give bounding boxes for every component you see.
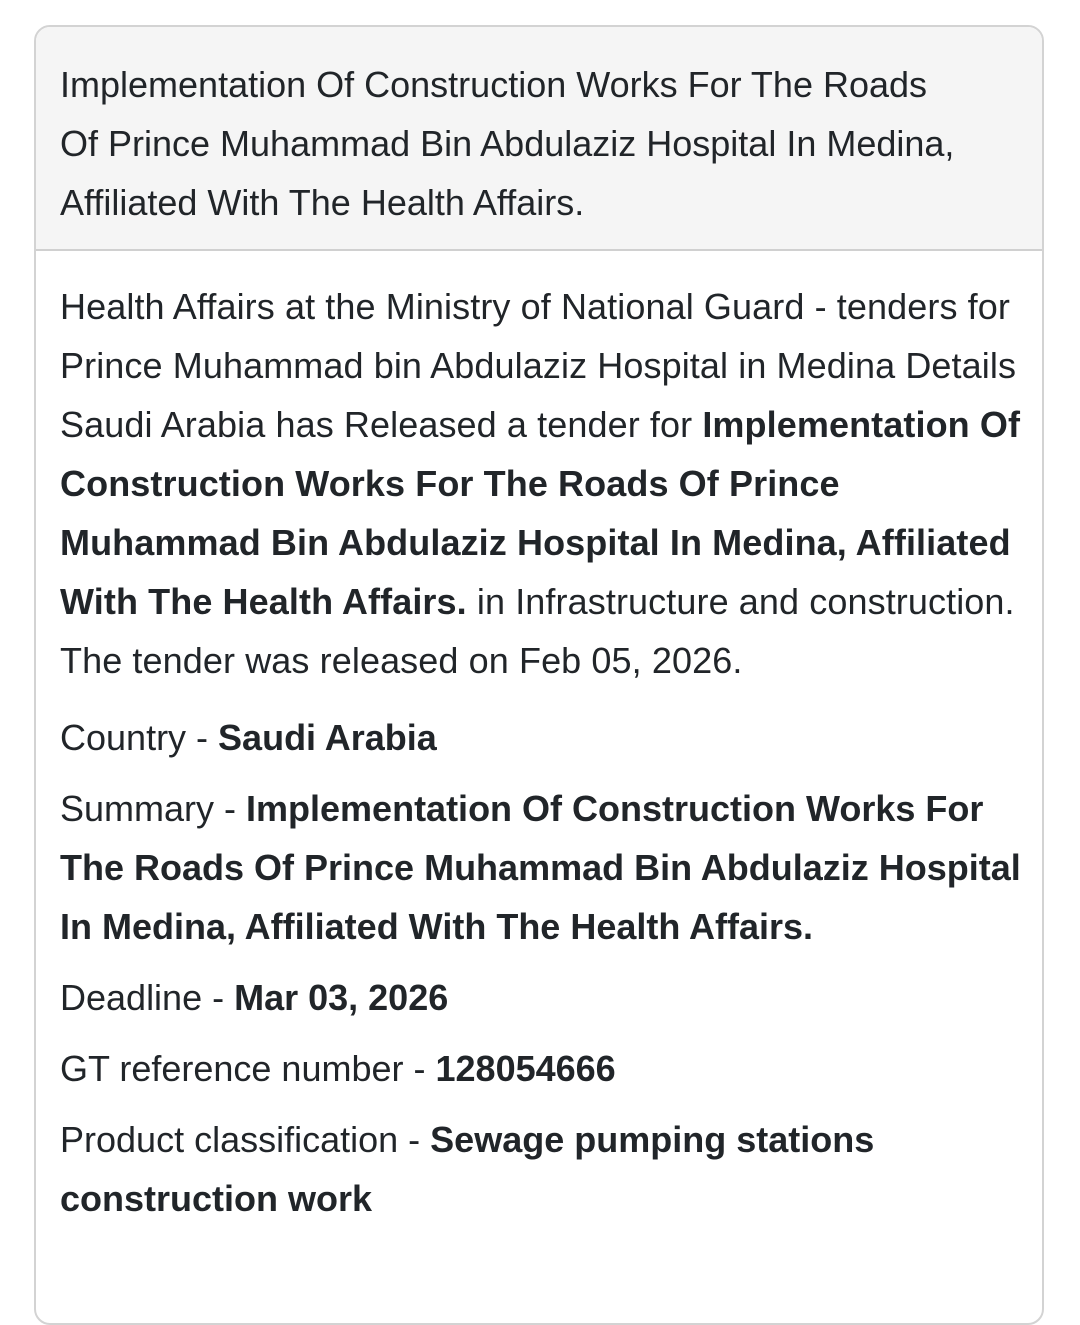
- country-value: Saudi Arabia: [218, 717, 437, 758]
- country-row: [60, 708, 1022, 767]
- tender-card: [34, 25, 1044, 1325]
- summary-label: Summary -: [60, 788, 247, 829]
- deadline-value: Mar 03, 2026: [234, 977, 449, 1018]
- intro-tender-title: Implementation Of Construction Works For The Roads Of Prince Muhammad Bin Abdulaziz Hospital In Medina, Affiliated With The Health Affairs.: [60, 404, 1021, 622]
- gt-reference-value: 128054666: [435, 1048, 616, 1089]
- tender-details: [36, 251, 1042, 1228]
- deadline-row: [60, 968, 1022, 1027]
- gt-reference-label: GT reference number -: [60, 1048, 436, 1089]
- summary-value: Implementation Of Construction Works For The Roads Of Prince Muhammad Bin Abdulaziz Hospital In Medina, Affiliated With The Health Affairs.: [60, 788, 1021, 947]
- deadline-label: Deadline -: [60, 977, 235, 1018]
- gt-reference-row: [60, 1039, 1022, 1098]
- summary-row: [60, 779, 1022, 956]
- tender-title: Implementation Of Construction Works For The Roads Of Prince Muhammad Bin Abdulaziz Hospital In Medina, Affiliated With The Health Affairs.: [36, 27, 1042, 251]
- tender-intro: [60, 277, 1022, 690]
- country-label: Country -: [60, 717, 219, 758]
- product-classification-value: Sewage pumping stations construction work: [60, 1119, 875, 1219]
- intro-text-end: in Infrastructure and construction. The tender was released on Feb 05, 2026.: [60, 581, 1015, 681]
- product-classification-row: [60, 1110, 1022, 1228]
- intro-text-start: Health Affairs at the Ministry of National Guard - tenders for Prince Muhammad bin Abdulaziz Hospital in Medina Details Saudi Arabia has Released a tender for: [60, 286, 1017, 445]
- product-classification-label: Product classification -: [60, 1119, 431, 1160]
